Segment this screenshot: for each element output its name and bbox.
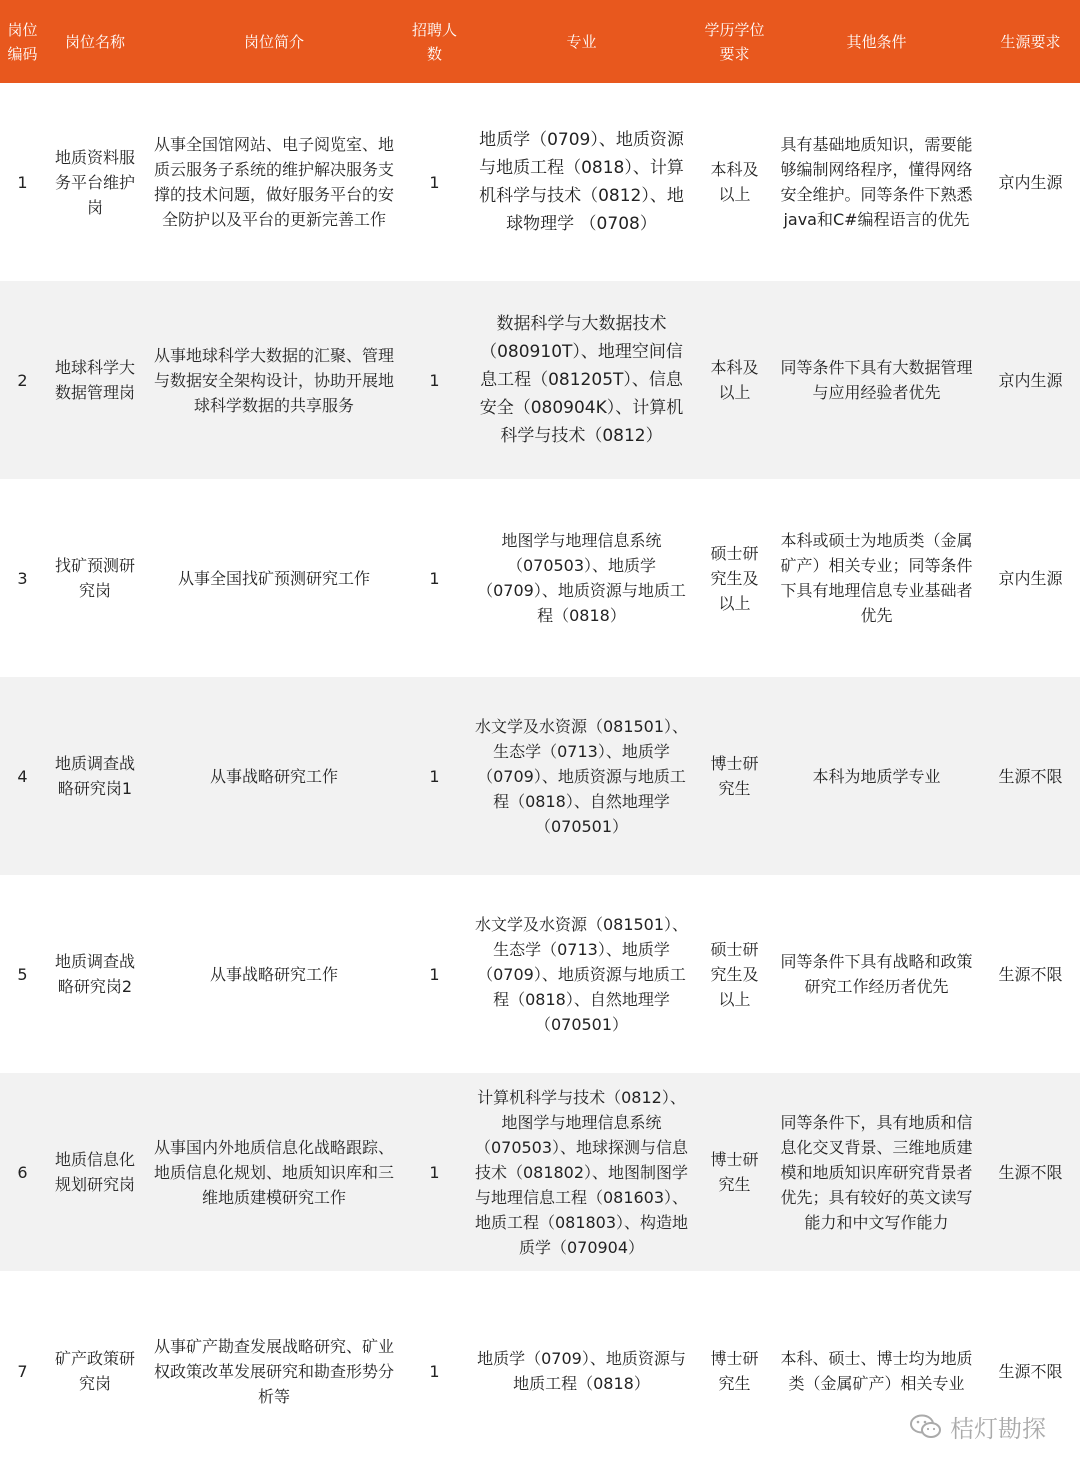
cell-degree: 博士研究生 — [710, 1349, 759, 1393]
table-row — [0, 875, 1080, 1073]
cell-major: 地图学与地理信息系统（070503）、地质学（0709）、地质资源与地质工程（0818） — [477, 531, 686, 625]
header-position-description: 岗位简介 — [145, 0, 403, 83]
cell-code: 3 — [17, 568, 28, 588]
cell-conditions: 本科、硕士、博士均为地质类（金属矿产）相关专业 — [780, 1349, 973, 1393]
cell-degree: 博士研究生 — [697, 677, 772, 875]
cell-code: 5 — [17, 964, 28, 984]
cell-name: 地质调查战略研究岗2 — [54, 952, 135, 996]
table-row — [0, 1073, 1080, 1271]
cell-code: 7 — [17, 1361, 28, 1381]
cell-degree: 硕士研究生及以上 — [710, 543, 759, 613]
cell-code: 4 — [0, 677, 45, 875]
cell-origin: 生源不限 — [998, 964, 1063, 984]
table-row — [0, 677, 1080, 875]
cell-major: 数据科学与大数据技术（080910T）、地理空间信息工程（081205T）、信息安全（080904K）、计算机科学与技术（0812） — [466, 281, 697, 479]
header-other-conditions: 其他条件 — [772, 0, 981, 83]
cell-origin: 京内生源 — [998, 568, 1063, 588]
cell-description: 从事战略研究工作 — [145, 677, 403, 875]
cell-name: 地球科学大数据管理岗 — [45, 281, 145, 479]
header-origin-requirement: 生源要求 — [981, 0, 1080, 83]
cell-major: 计算机科学与技术（0812）、地图学与地理信息系统（070503）、地球探测与信息技术（081802）、地图制图学与地理信息工程（081603）、地质工程（081803）、构造地质学（070904） — [466, 1073, 697, 1271]
watermark — [910, 1409, 1046, 1444]
cell-major: 水文学及水资源（081501）、生态学（0713）、地质学（0709）、地质资源与地质工程（0818）、自然地理学（070501） — [466, 677, 697, 875]
cell-description: 从事地球科学大数据的汇聚、管理与数据安全架构设计，协助开展地球科学数据的共享服务 — [145, 281, 403, 479]
header-headcount: 招聘人数 — [403, 0, 466, 83]
cell-major: 地质学（0709）、地质资源与地质工程（0818）、计算机科学与技术（0812）、地球物理学 （0708） — [479, 130, 684, 234]
header-position-name: 岗位名称 — [45, 0, 145, 83]
cell-degree: 本科及以上 — [697, 281, 772, 479]
cell-description: 从事全国馆网站、电子阅览室、地质云服务子系统的维护解决服务支撑的技术问题，做好服务平台的安全防护以及平台的更新完善工作 — [153, 135, 394, 229]
table-row — [0, 479, 1080, 677]
header-position-code: 岗位编码 — [0, 0, 45, 83]
cell-headcount: 1 — [429, 1361, 440, 1381]
cell-headcount: 1 — [403, 677, 466, 875]
cell-degree: 本科及以上 — [710, 160, 759, 204]
cell-code: 2 — [0, 281, 45, 479]
cell-conditions: 具有基础地质知识，需要能够编制网络程序，懂得网络安全维护。同等条件下熟悉java和C#编程语言的优先 — [780, 135, 973, 229]
cell-origin: 京内生源 — [998, 172, 1063, 192]
cell-conditions: 同等条件下具有大数据管理与应用经验者优先 — [772, 281, 981, 479]
cell-conditions: 本科或硕士为地质类（金属矿产）相关专业；同等条件下具有地理信息专业基础者优先 — [780, 531, 973, 625]
cell-headcount: 1 — [429, 568, 440, 588]
cell-conditions: 同等条件下具有战略和政策研究工作经历者优先 — [780, 952, 973, 996]
cell-major: 地质学（0709）、地质资源与地质工程（0818） — [477, 1349, 686, 1393]
cell-name: 地质资料服务平台维护岗 — [54, 147, 135, 217]
header-major: 专业 — [466, 0, 697, 83]
watermark-text: 桔灯勘探 — [950, 1415, 1046, 1443]
table-row — [0, 83, 1080, 281]
cell-headcount: 1 — [403, 1073, 466, 1271]
cell-conditions: 本科为地质学专业 — [772, 677, 981, 875]
cell-degree: 硕士研究生及以上 — [710, 939, 759, 1009]
cell-description: 从事战略研究工作 — [209, 964, 338, 984]
table-row — [0, 281, 1080, 479]
cell-origin: 京内生源 — [981, 281, 1080, 479]
cell-name: 地质信息化规划研究岗 — [45, 1073, 145, 1271]
cell-origin: 生源不限 — [981, 1073, 1080, 1271]
cell-code: 6 — [0, 1073, 45, 1271]
wechat-icon — [910, 1414, 942, 1440]
cell-headcount: 1 — [429, 172, 440, 192]
header-degree: 学历学位要求 — [697, 0, 772, 83]
cell-degree: 博士研究生 — [697, 1073, 772, 1271]
cell-name: 矿产政策研究岗 — [54, 1349, 135, 1393]
cell-origin: 生源不限 — [981, 677, 1080, 875]
cell-name: 地质调查战略研究岗1 — [45, 677, 145, 875]
cell-code: 1 — [17, 172, 28, 192]
table-header-row — [0, 0, 1080, 83]
cell-name: 找矿预测研究岗 — [54, 556, 135, 600]
cell-origin: 生源不限 — [998, 1361, 1063, 1381]
cell-headcount: 1 — [403, 281, 466, 479]
cell-conditions: 同等条件下，具有地质和信息化交叉背景、三维地质建模和地质知识库研究背景者优先；具有较好的英文读写能力和中文写作能力 — [772, 1073, 981, 1271]
cell-description: 从事全国找矿预测研究工作 — [177, 568, 370, 588]
cell-major: 水文学及水资源（081501）、生态学（0713）、地质学（0709）、地质资源与地质工程（0818）、自然地理学（070501） — [474, 914, 689, 1034]
cell-description: 从事矿产勘查发展战略研究、矿业权政策改革发展研究和勘查形势分析等 — [153, 1336, 394, 1406]
cell-headcount: 1 — [429, 964, 440, 984]
cell-description: 从事国内外地质信息化战略跟踪、地质信息化规划、地质知识库和三维地质建模研究工作 — [145, 1073, 403, 1271]
